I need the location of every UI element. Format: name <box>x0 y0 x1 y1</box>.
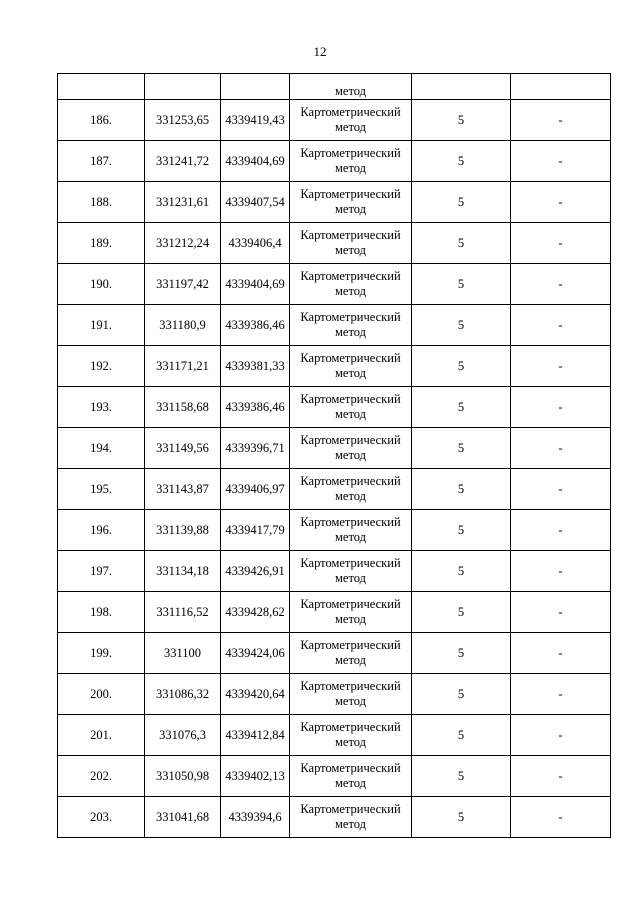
cell-note: - <box>511 223 611 264</box>
cell-note: - <box>511 264 611 305</box>
cell-method: Картометрический метод <box>290 141 412 182</box>
cell-accuracy: 5 <box>412 346 511 387</box>
table-row <box>58 223 611 264</box>
cell-y: 4339386,46 <box>221 387 290 428</box>
cell-x: 331143,87 <box>145 469 221 510</box>
cell-method: Картометрический метод <box>290 797 412 838</box>
cell-accuracy: 5 <box>412 100 511 141</box>
table-row <box>58 469 611 510</box>
cell-x: 331134,18 <box>145 551 221 592</box>
cell-x: 331116,52 <box>145 592 221 633</box>
cell-number: 201. <box>58 715 145 756</box>
cell-accuracy: 5 <box>412 674 511 715</box>
cell-note: - <box>511 510 611 551</box>
cell-number: 194. <box>58 428 145 469</box>
cell-method: Картометрический метод <box>290 469 412 510</box>
cell-x: 331241,72 <box>145 141 221 182</box>
cell-method: Картометрический метод <box>290 592 412 633</box>
table-row <box>58 100 611 141</box>
cell-x: 331197,42 <box>145 264 221 305</box>
cell-accuracy: 5 <box>412 428 511 469</box>
table-row <box>58 797 611 838</box>
cell-number: 188. <box>58 182 145 223</box>
cell-x: 331100 <box>145 633 221 674</box>
table-row <box>58 264 611 305</box>
cell-y: 4339404,69 <box>221 141 290 182</box>
cell-y: 4339402,13 <box>221 756 290 797</box>
continuation-row <box>58 74 611 100</box>
cell-method: Картометрический метод <box>290 305 412 346</box>
cell-y: 4339417,79 <box>221 510 290 551</box>
cell-number: 195. <box>58 469 145 510</box>
cell-accuracy <box>412 74 511 100</box>
cell-note: - <box>511 305 611 346</box>
cell-number: 198. <box>58 592 145 633</box>
cell-note: - <box>511 797 611 838</box>
cell-y: 4339419,43 <box>221 100 290 141</box>
cell-y: 4339420,64 <box>221 674 290 715</box>
cell-y: 4339396,71 <box>221 428 290 469</box>
coordinates-table-body <box>58 74 611 838</box>
cell-note: - <box>511 715 611 756</box>
cell-note: - <box>511 756 611 797</box>
cell-accuracy: 5 <box>412 715 511 756</box>
table-row <box>58 633 611 674</box>
page-number: 12 <box>313 44 327 59</box>
table-row <box>58 592 611 633</box>
cell-accuracy: 5 <box>412 469 511 510</box>
cell-y: 4339381,33 <box>221 346 290 387</box>
cell-note: - <box>511 469 611 510</box>
cell-y: 4339424,06 <box>221 633 290 674</box>
cell-y: 4339428,62 <box>221 592 290 633</box>
cell-number: 190. <box>58 264 145 305</box>
cell-method: Картометрический метод <box>290 551 412 592</box>
table-row <box>58 510 611 551</box>
cell-method: Картометрический метод <box>290 428 412 469</box>
cell-number: 202. <box>58 756 145 797</box>
cell-accuracy: 5 <box>412 551 511 592</box>
cell-accuracy: 5 <box>412 797 511 838</box>
cell-number: 199. <box>58 633 145 674</box>
cell-accuracy: 5 <box>412 305 511 346</box>
cell-note: - <box>511 592 611 633</box>
cell-y: 4339426,91 <box>221 551 290 592</box>
cell-accuracy: 5 <box>412 141 511 182</box>
cell-x: 331231,61 <box>145 182 221 223</box>
cell-method: Картометрический метод <box>290 674 412 715</box>
cell-accuracy: 5 <box>412 633 511 674</box>
table-row <box>58 141 611 182</box>
cell-note: - <box>511 387 611 428</box>
cell-method: Картометрический метод <box>290 223 412 264</box>
cell-number: 193. <box>58 387 145 428</box>
cell-number: 191. <box>58 305 145 346</box>
cell-accuracy: 5 <box>412 387 511 428</box>
cell-y: 4339404,69 <box>221 264 290 305</box>
cell-number: 196. <box>58 510 145 551</box>
table-row <box>58 551 611 592</box>
cell-method: Картометрический метод <box>290 756 412 797</box>
cell-x: 331171,21 <box>145 346 221 387</box>
cell-y: 4339386,46 <box>221 305 290 346</box>
cell-method: Картометрический метод <box>290 100 412 141</box>
cell-accuracy: 5 <box>412 223 511 264</box>
cell-note: - <box>511 100 611 141</box>
cell-note: - <box>511 346 611 387</box>
cell-x: 331139,88 <box>145 510 221 551</box>
cell-number: 192. <box>58 346 145 387</box>
table-row <box>58 182 611 223</box>
cell-note <box>511 74 611 100</box>
cell-x <box>145 74 221 100</box>
cell-method: метод <box>290 74 412 100</box>
cell-method: Картометрический метод <box>290 182 412 223</box>
cell-note: - <box>511 674 611 715</box>
cell-note: - <box>511 633 611 674</box>
cell-number: 187. <box>58 141 145 182</box>
cell-method: Картометрический метод <box>290 387 412 428</box>
cell-number <box>58 74 145 100</box>
cell-method: Картометрический метод <box>290 715 412 756</box>
table-row <box>58 715 611 756</box>
cell-x: 331076,3 <box>145 715 221 756</box>
cell-accuracy: 5 <box>412 756 511 797</box>
cell-y <box>221 74 290 100</box>
cell-number: 200. <box>58 674 145 715</box>
cell-number: 189. <box>58 223 145 264</box>
cell-x: 331041,68 <box>145 797 221 838</box>
cell-accuracy: 5 <box>412 182 511 223</box>
table-row <box>58 428 611 469</box>
cell-x: 331180,9 <box>145 305 221 346</box>
cell-note: - <box>511 428 611 469</box>
coordinates-table <box>57 73 611 838</box>
cell-accuracy: 5 <box>412 264 511 305</box>
cell-method: Картометрический метод <box>290 264 412 305</box>
cell-y: 4339412,84 <box>221 715 290 756</box>
cell-note: - <box>511 182 611 223</box>
cell-y: 4339407,54 <box>221 182 290 223</box>
cell-note: - <box>511 141 611 182</box>
table-row <box>58 387 611 428</box>
cell-x: 331212,24 <box>145 223 221 264</box>
cell-y: 4339406,4 <box>221 223 290 264</box>
cell-method: Картометрический метод <box>290 510 412 551</box>
cell-y: 4339406,97 <box>221 469 290 510</box>
cell-number: 203. <box>58 797 145 838</box>
cell-x: 331253,65 <box>145 100 221 141</box>
table-row <box>58 305 611 346</box>
table-row <box>58 674 611 715</box>
cell-number: 186. <box>58 100 145 141</box>
cell-x: 331158,68 <box>145 387 221 428</box>
cell-accuracy: 5 <box>412 510 511 551</box>
cell-accuracy: 5 <box>412 592 511 633</box>
cell-note: - <box>511 551 611 592</box>
table-row <box>58 756 611 797</box>
cell-x: 331149,56 <box>145 428 221 469</box>
cell-method: Картометрический метод <box>290 633 412 674</box>
cell-number: 197. <box>58 551 145 592</box>
table-row <box>58 346 611 387</box>
cell-x: 331086,32 <box>145 674 221 715</box>
cell-y: 4339394,6 <box>221 797 290 838</box>
cell-method: Картометрический метод <box>290 346 412 387</box>
cell-x: 331050,98 <box>145 756 221 797</box>
